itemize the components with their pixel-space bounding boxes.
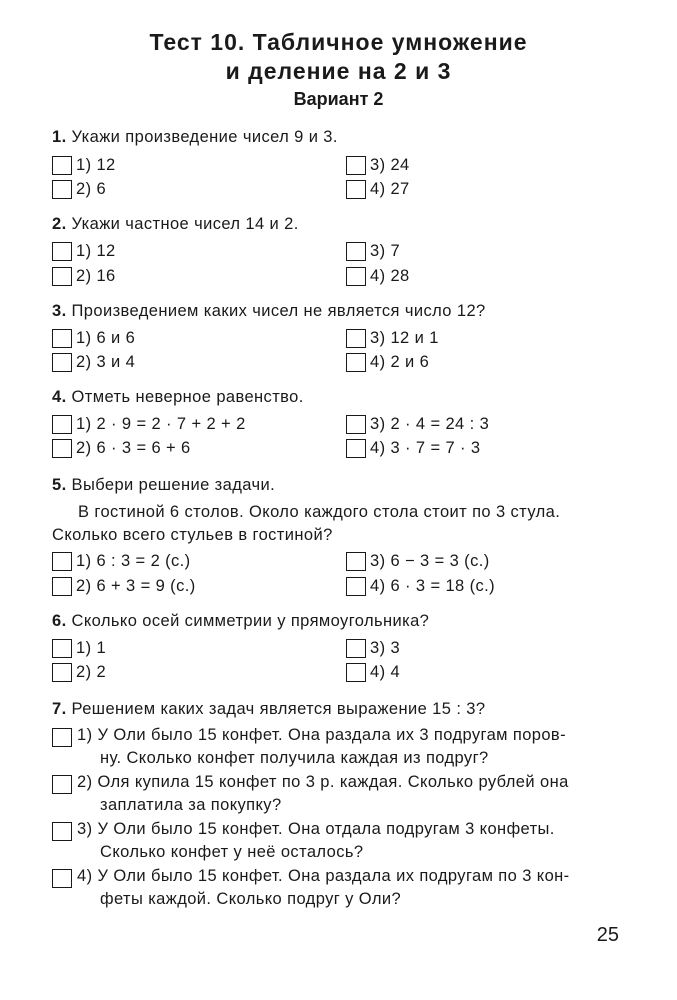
option-text-line2: заплатила за покупку? bbox=[100, 796, 282, 814]
answer-checkbox[interactable] bbox=[346, 156, 366, 175]
option-text-line2: Сколько конфет у неё осталось? bbox=[100, 843, 364, 861]
answer-checkbox[interactable] bbox=[52, 663, 72, 682]
option-label: 3) 3 bbox=[370, 638, 401, 657]
option-text-line2: ну. Сколько конфет получила каждая из подруг? bbox=[100, 749, 489, 767]
answer-checkbox[interactable] bbox=[346, 552, 366, 571]
answer-checkbox[interactable] bbox=[52, 242, 72, 261]
option-text-line1: 1) У Оли было 15 конфет. Она раздала их 3 подругам поров- bbox=[77, 726, 566, 744]
option-label: 1) 6 и 6 bbox=[76, 328, 136, 347]
option-label: 3) 12 и 1 bbox=[370, 328, 439, 347]
question-text: Выбери решение задачи. bbox=[71, 476, 276, 494]
question-3 bbox=[52, 302, 486, 321]
q5-option-4[interactable] bbox=[346, 575, 495, 597]
page-number: 25 bbox=[596, 924, 619, 946]
q5-option-2[interactable] bbox=[52, 575, 196, 597]
q5-option-3[interactable] bbox=[346, 550, 490, 572]
option-label: 2) 2 bbox=[76, 662, 107, 681]
option-label: 3) 24 bbox=[370, 155, 410, 174]
answer-checkbox[interactable] bbox=[52, 180, 72, 199]
answer-checkbox[interactable] bbox=[346, 577, 366, 596]
q6-option-4[interactable] bbox=[346, 661, 400, 683]
q3-option-1[interactable] bbox=[52, 327, 135, 349]
answer-checkbox[interactable] bbox=[52, 552, 72, 571]
option-label: 4) 27 bbox=[370, 179, 410, 198]
option-text-line1: 3) У Оли было 15 конфет. Она отдала подругам 3 конфеты. bbox=[77, 820, 555, 838]
question-number: 7. bbox=[52, 700, 67, 718]
answer-checkbox[interactable] bbox=[52, 822, 72, 841]
q4-option-4[interactable] bbox=[346, 437, 481, 459]
question-number: 2. bbox=[52, 215, 67, 233]
question-5 bbox=[52, 476, 275, 495]
option-label: 4) 28 bbox=[370, 266, 410, 285]
q6-option-2[interactable] bbox=[52, 661, 106, 683]
question-text: Укажи частное чисел 14 и 2. bbox=[71, 215, 299, 233]
option-label: 3) 2 · 4 = 24 : 3 bbox=[370, 414, 490, 433]
option-label: 3) 7 bbox=[370, 241, 401, 260]
answer-checkbox[interactable] bbox=[346, 439, 366, 458]
option-label: 2) 6 + 3 = 9 (с.) bbox=[76, 576, 196, 595]
answer-checkbox[interactable] bbox=[346, 329, 366, 348]
option-label: 2) 6 bbox=[76, 179, 107, 198]
option-label: 4) 6 · 3 = 18 (с.) bbox=[370, 576, 496, 595]
q5-option-1[interactable] bbox=[52, 550, 191, 572]
answer-checkbox[interactable] bbox=[346, 267, 366, 286]
option-label: 4) 4 bbox=[370, 662, 401, 681]
question-number: 1. bbox=[52, 128, 67, 146]
q2-option-3[interactable] bbox=[346, 240, 400, 262]
question-number: 6. bbox=[52, 612, 67, 630]
answer-checkbox[interactable] bbox=[346, 415, 366, 434]
option-label: 1) 2 · 9 = 2 · 7 + 2 + 2 bbox=[76, 414, 246, 433]
option-label: 2) 16 bbox=[76, 266, 116, 285]
question-number: 5. bbox=[52, 476, 67, 494]
option-label: 1) 1 bbox=[76, 638, 107, 657]
question-4 bbox=[52, 388, 304, 407]
q2-option-2[interactable] bbox=[52, 265, 116, 287]
answer-checkbox[interactable] bbox=[52, 869, 72, 888]
option-label: 4) 2 и 6 bbox=[370, 352, 430, 371]
answer-checkbox[interactable] bbox=[52, 415, 72, 434]
question-text: Решением каких задач является выражение 15 : 3? bbox=[71, 700, 486, 718]
test-title-line1: Тест 10. Табличное умножение bbox=[149, 29, 528, 55]
option-label: 2) 6 · 3 = 6 + 6 bbox=[76, 438, 191, 457]
q2-option-1[interactable] bbox=[52, 240, 116, 262]
option-label: 1) 12 bbox=[76, 155, 116, 174]
variant-heading: Вариант 2 bbox=[293, 89, 384, 109]
answer-checkbox[interactable] bbox=[52, 156, 72, 175]
q6-option-1[interactable] bbox=[52, 637, 106, 659]
answer-checkbox[interactable] bbox=[52, 267, 72, 286]
option-label: 2) 3 и 4 bbox=[76, 352, 136, 371]
q1-option-2[interactable] bbox=[52, 178, 106, 200]
option-text-line2: феты каждой. Сколько подруг у Оли? bbox=[100, 890, 402, 908]
q1-option-4[interactable] bbox=[346, 178, 410, 200]
question-1 bbox=[52, 128, 338, 147]
answer-checkbox[interactable] bbox=[346, 639, 366, 658]
test-title-line2: и деление на 2 и 3 bbox=[225, 58, 452, 84]
answer-checkbox[interactable] bbox=[52, 639, 72, 658]
q3-option-2[interactable] bbox=[52, 351, 135, 373]
question-number: 4. bbox=[52, 388, 67, 406]
q1-option-3[interactable] bbox=[346, 154, 410, 176]
answer-checkbox[interactable] bbox=[52, 329, 72, 348]
q1-option-1[interactable] bbox=[52, 154, 116, 176]
option-label: 1) 12 bbox=[76, 241, 116, 260]
answer-checkbox[interactable] bbox=[52, 353, 72, 372]
question-7 bbox=[52, 700, 485, 719]
question-number: 3. bbox=[52, 302, 67, 320]
option-text-line1: 2) Оля купила 15 конфет по 3 р. каждая. Сколько рублей она bbox=[77, 773, 569, 791]
option-label: 1) 6 : 3 = 2 (с.) bbox=[76, 551, 191, 570]
q3-option-3[interactable] bbox=[346, 327, 439, 349]
q4-option-1[interactable] bbox=[52, 413, 246, 435]
answer-checkbox[interactable] bbox=[52, 439, 72, 458]
question-text: Укажи произведение чисел 9 и 3. bbox=[71, 128, 338, 146]
q2-option-4[interactable] bbox=[346, 265, 410, 287]
option-text-line1: 4) У Оли было 15 конфет. Она раздала их подругам по 3 кон- bbox=[77, 867, 570, 885]
answer-checkbox[interactable] bbox=[346, 180, 366, 199]
answer-checkbox[interactable] bbox=[52, 577, 72, 596]
answer-checkbox[interactable] bbox=[52, 775, 72, 794]
answer-checkbox[interactable] bbox=[346, 353, 366, 372]
question-2 bbox=[52, 215, 299, 234]
answer-checkbox[interactable] bbox=[52, 728, 72, 747]
answer-checkbox[interactable] bbox=[346, 242, 366, 261]
option-label: 4) 3 · 7 = 7 · 3 bbox=[370, 438, 481, 457]
question-6 bbox=[52, 612, 429, 631]
task-text-line1: В гостиной 6 столов. Около каждого стола стоит по 3 стула. bbox=[78, 503, 561, 521]
question-text: Произведением каких чисел не является число 12? bbox=[71, 302, 486, 320]
q4-option-2[interactable] bbox=[52, 437, 191, 459]
q6-option-3[interactable] bbox=[346, 637, 400, 659]
option-label: 3) 6 − 3 = 3 (с.) bbox=[370, 551, 490, 570]
question-text: Отметь неверное равенство. bbox=[71, 388, 304, 406]
task-text-line2: Сколько всего стульев в гостиной? bbox=[52, 526, 333, 544]
q4-option-3[interactable] bbox=[346, 413, 489, 435]
answer-checkbox[interactable] bbox=[346, 663, 366, 682]
question-text: Сколько осей симметрии у прямоугольника? bbox=[71, 612, 430, 630]
q3-option-4[interactable] bbox=[346, 351, 429, 373]
